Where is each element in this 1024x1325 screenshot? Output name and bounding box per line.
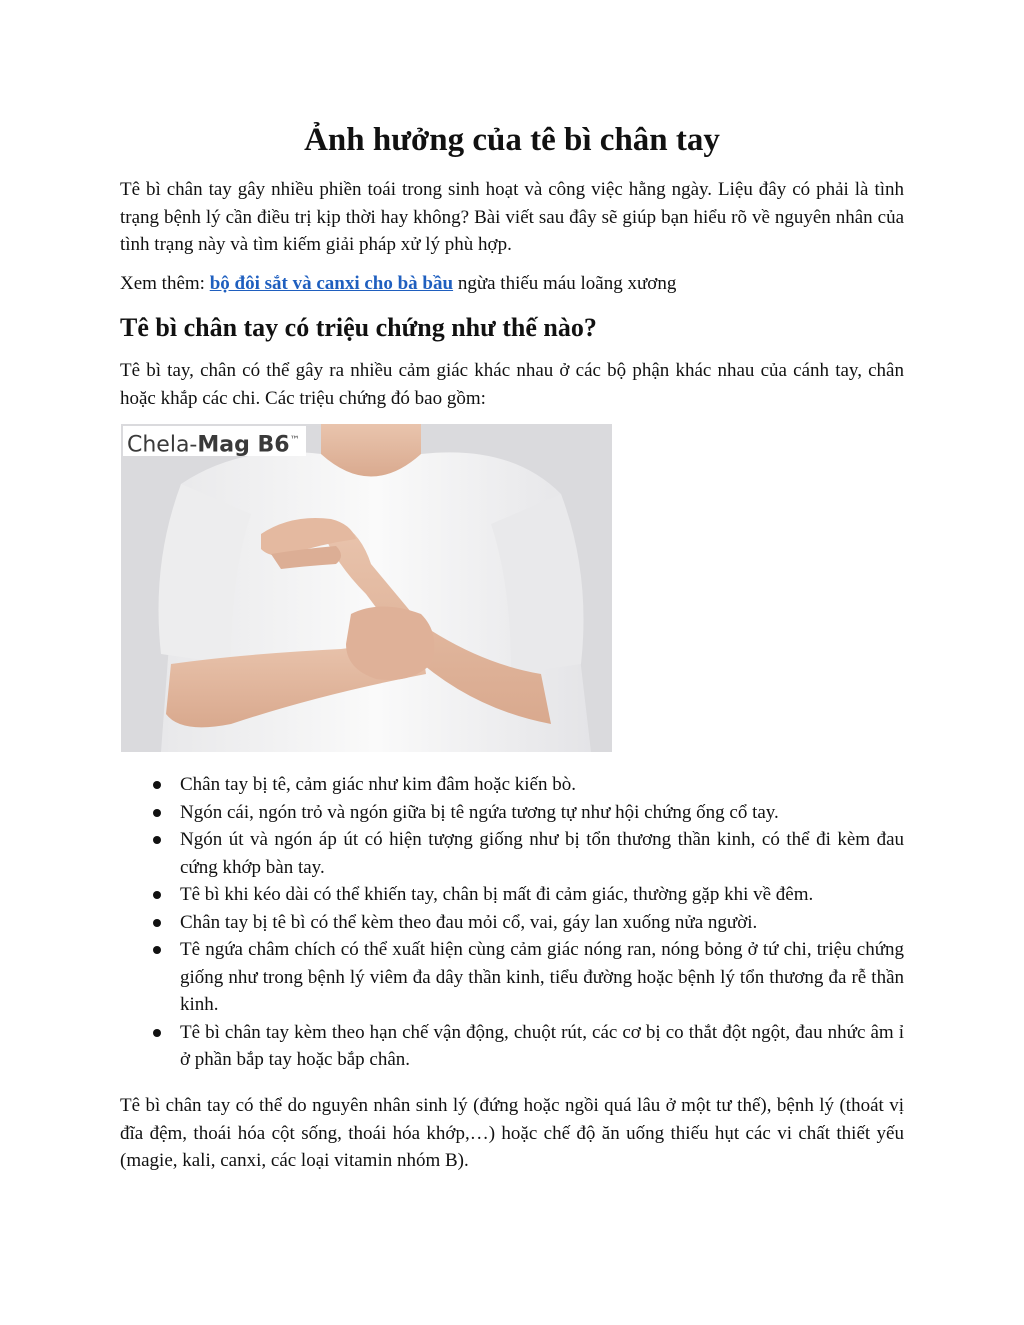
list-item: Chân tay bị tê bì có thể kèm theo đau mỏi cổ, vai, gáy lan xuống nửa người. xyxy=(120,909,904,937)
list-item: Tê ngứa châm chích có thể xuất hiện cùng cảm giác nóng ran, nóng bỏng ở tứ chi, triệu chứng giống như trong bệnh lý viêm đa dây thần kinh, tiểu đường hoặc bệnh lý tổn thương đa rễ thần kinh. xyxy=(120,936,904,1019)
list-item: Tê bì khi kéo dài có thể khiến tay, chân bị mất đi cảm giác, thường gặp khi về đêm. xyxy=(120,881,904,909)
bullet-icon xyxy=(153,836,161,844)
closing-paragraph: Tê bì chân tay có thể do nguyên nhân sinh lý (đứng hoặc ngồi quá lâu ở một tư thế), bệnh lý (thoát vị đĩa đệm, thoái hóa cột sống, thoái hóa khớp,…) hoặc chế độ ăn uống thiếu hụt các vi chất thiết yếu (magie, kali, canxi, các loại vitamin nhóm B). xyxy=(120,1095,904,1171)
symptom-list xyxy=(120,771,904,1074)
bullet-icon xyxy=(153,1029,161,1037)
brand-prefix: Chela- xyxy=(127,432,198,458)
list-item: Chân tay bị tê, cảm giác như kim đâm hoặc kiến bò. xyxy=(120,771,904,799)
list-item: Ngón út và ngón áp út có hiện tượng giống như bị tổn thương thần kinh, có thể đi kèm đau cứng khớp bàn tay. xyxy=(120,826,904,881)
bullet-icon xyxy=(153,891,161,899)
intro-paragraph: Tê bì chân tay gây nhiều phiền toái trong sinh hoạt và công việc hằng ngày. Liệu đây có phải là tình trạng bệnh lý cần điều trị kịp thời hay không? Bài viết sau đây sẽ giúp bạn hiểu rõ về nguyên nhân của tình trạng này và tìm kiếm giải pháp xử lý phù hợp. xyxy=(120,179,904,255)
see-also-link[interactable]: bộ đôi sắt và canxi cho bà bầu xyxy=(209,273,454,294)
page-title: Ảnh hưởng của tê bì chân tay xyxy=(304,122,720,158)
see-also-prefix: Xem thêm: xyxy=(120,273,210,294)
bullet-icon xyxy=(153,919,161,927)
brand-main: Mag B6 xyxy=(197,432,290,458)
bullet-icon xyxy=(153,946,161,954)
brand-trademark: ™ xyxy=(289,435,300,446)
bullet-icon xyxy=(153,809,161,817)
list-item: Tê bì chân tay kèm theo hạn chế vận động, chuột rút, các cơ bị co thắt đột ngột, đau nhức âm ỉ ở phần bắp tay hoặc bắp chân. xyxy=(120,1019,904,1074)
brand-logo xyxy=(123,426,306,456)
see-also-suffix: ngừa thiếu máu loãng xương xyxy=(453,273,677,294)
section-heading: Tê bì chân tay có triệu chứng như thế nào? xyxy=(120,313,597,342)
woman-wrist-illustration xyxy=(121,424,612,752)
bullet-icon xyxy=(153,781,161,789)
list-item: Ngón cái, ngón trỏ và ngón giữa bị tê ngứa tương tự như hội chứng ống cổ tay. xyxy=(120,799,904,827)
section-intro-paragraph: Tê bì tay, chân có thể gây ra nhiều cảm giác khác nhau ở các bộ phận khác nhau của cánh tay, chân hoặc khắp các chi. Các triệu chứng đó bao gồm: xyxy=(120,360,904,409)
see-also-line xyxy=(120,270,904,298)
article-photo xyxy=(121,424,612,752)
